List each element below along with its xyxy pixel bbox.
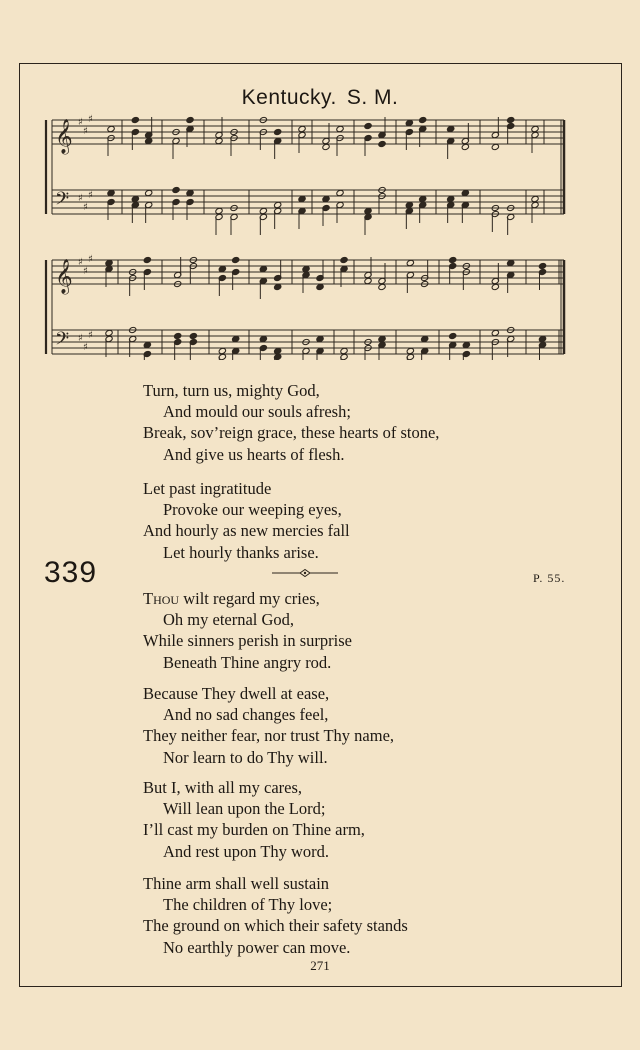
note-head — [274, 347, 282, 354]
hymn-number: 339 — [44, 556, 98, 589]
hymn-339-stanza-1 — [143, 588, 352, 673]
note-head — [364, 277, 372, 284]
note-head — [405, 201, 413, 208]
note-head — [340, 256, 348, 263]
sharp-icon: ♯ — [83, 202, 88, 213]
verse-line: Oh my eternal God, — [163, 610, 295, 630]
note-head — [274, 283, 282, 290]
note-head — [172, 186, 180, 193]
verse-line: Thine arm shall well sustain — [143, 874, 330, 893]
sharp-icon: ♯ — [78, 333, 83, 344]
note-head — [105, 259, 113, 266]
psalm-reference: P. 55. — [533, 571, 566, 585]
verse-line: And rest upon Thy word. — [163, 841, 330, 861]
sharp-icon: ♯ — [78, 193, 83, 204]
note-head — [378, 140, 386, 147]
note-head — [462, 341, 470, 348]
note-head — [364, 122, 372, 129]
sharp-icon: ♯ — [78, 257, 83, 268]
first-word: Thou — [143, 589, 180, 608]
note-head — [340, 347, 348, 354]
note-head — [145, 137, 153, 144]
verse-line: Because They dwell at ease, — [143, 684, 330, 703]
hymn-339-stanza-4 — [143, 873, 408, 958]
note-head — [322, 195, 330, 202]
note-head — [145, 189, 153, 196]
note-head — [491, 329, 499, 336]
verse-line: And give us hearts of flesh. — [163, 444, 345, 464]
note-head — [491, 283, 499, 290]
note-head — [218, 265, 226, 272]
verse-line: But I, with all my cares, — [143, 778, 303, 797]
treble-clef-icon: 𝄞 — [55, 119, 73, 154]
note-head — [461, 189, 469, 196]
note-head — [105, 329, 113, 336]
note-head — [143, 256, 151, 263]
note-head — [232, 256, 240, 263]
note-head — [302, 265, 310, 272]
note-head — [131, 195, 139, 202]
note-head — [131, 116, 139, 123]
note-head — [364, 207, 372, 214]
note-head — [298, 195, 306, 202]
note-head — [215, 137, 223, 144]
verse-line: Nor learn to do Thy will. — [163, 747, 328, 767]
verse-line: The children of Thy love; — [163, 895, 333, 915]
verse-line: And no sad changes feel, — [163, 705, 329, 725]
note-head — [259, 207, 267, 214]
sharp-icon: ♯ — [88, 190, 93, 201]
note-head — [218, 347, 226, 354]
note-head — [378, 283, 386, 290]
note-head — [419, 116, 427, 123]
bass-clef-icon: 𝄢 — [55, 329, 70, 354]
verse-line: Let hourly thanks arise. — [163, 542, 319, 562]
verse-line-first — [143, 588, 352, 609]
verse-line: Let past ingratitude — [143, 479, 272, 498]
note-head — [531, 195, 539, 202]
tune-meter: S. M. — [346, 86, 399, 109]
note-head — [259, 335, 267, 342]
note-head — [538, 262, 546, 269]
verse-line: While sinners perish in surprise — [143, 631, 352, 651]
verse-line: No earthly power can move. — [163, 937, 351, 957]
verse-line: The ground on which their safety stands — [143, 916, 408, 936]
hymn-338-stanza-2 — [143, 478, 350, 563]
note-head — [421, 335, 429, 342]
treble-clef-icon: 𝄞 — [55, 259, 73, 294]
bass-clef-icon: 𝄢 — [55, 189, 70, 214]
page-number: 271 — [310, 958, 330, 973]
note-head — [259, 265, 267, 272]
note-head — [447, 195, 455, 202]
verse-line: And mould our souls afresh; — [163, 402, 351, 422]
note-head — [378, 335, 386, 342]
note-head — [449, 256, 457, 263]
tune-name: Kentucky. — [241, 86, 337, 109]
hymn-338-stanza-1 — [143, 380, 439, 465]
note-head — [507, 259, 515, 266]
note-head — [447, 125, 455, 132]
verse-line: Beneath Thine angry rod. — [163, 652, 332, 672]
note-head — [406, 259, 414, 266]
verse-line: Provoke our weeping eyes, — [163, 500, 342, 520]
note-head — [449, 332, 457, 339]
note-head — [107, 189, 115, 196]
note-head — [189, 332, 197, 339]
note-head — [336, 189, 344, 196]
note-head — [232, 335, 240, 342]
note-head — [143, 341, 151, 348]
note-head — [507, 116, 515, 123]
note-head — [405, 119, 413, 126]
hymn-339-stanza-3 — [143, 777, 365, 862]
note-head — [461, 143, 469, 150]
sharp-icon: ♯ — [88, 114, 93, 125]
sharp-icon: ♯ — [88, 330, 93, 341]
first-line-rest: wilt regard my cries, — [179, 589, 320, 608]
note-head — [322, 143, 330, 150]
note-head — [274, 128, 282, 135]
verse-line: Break, sov’reign grace, these hearts of stone, — [143, 423, 440, 443]
note-head — [174, 332, 182, 339]
verse-line: They neither fear, nor trust Thy name, — [143, 726, 395, 746]
sharp-icon: ♯ — [83, 126, 88, 137]
tune-title — [0, 86, 640, 110]
ornament-divider-icon — [270, 566, 340, 580]
note-head — [419, 195, 427, 202]
hymn-339-stanza-2 — [143, 683, 394, 768]
note-head — [538, 335, 546, 342]
note-head — [215, 207, 223, 214]
note-head — [298, 125, 306, 132]
music-score — [44, 110, 574, 360]
sharp-icon: ♯ — [83, 266, 88, 277]
note-head — [186, 116, 194, 123]
sharp-icon: ♯ — [83, 342, 88, 353]
note-head — [274, 201, 282, 208]
verse-line: And hourly as new mercies fall — [143, 521, 350, 541]
sharp-icon: ♯ — [88, 254, 93, 265]
verse-line: Turn, turn us, mighty God, — [143, 381, 320, 400]
verse-line: Will lean upon the Lord; — [163, 799, 326, 819]
note-head — [531, 125, 539, 132]
note-head — [186, 189, 194, 196]
music-notes — [46, 114, 564, 360]
note-head — [107, 125, 115, 132]
verse-line: I’ll cast my burden on Thine arm, — [143, 820, 365, 840]
sharp-icon: ♯ — [78, 117, 83, 128]
note-head — [316, 335, 324, 342]
note-head — [336, 125, 344, 132]
note-head — [316, 283, 324, 290]
note-head — [491, 143, 499, 150]
note-head — [406, 347, 414, 354]
